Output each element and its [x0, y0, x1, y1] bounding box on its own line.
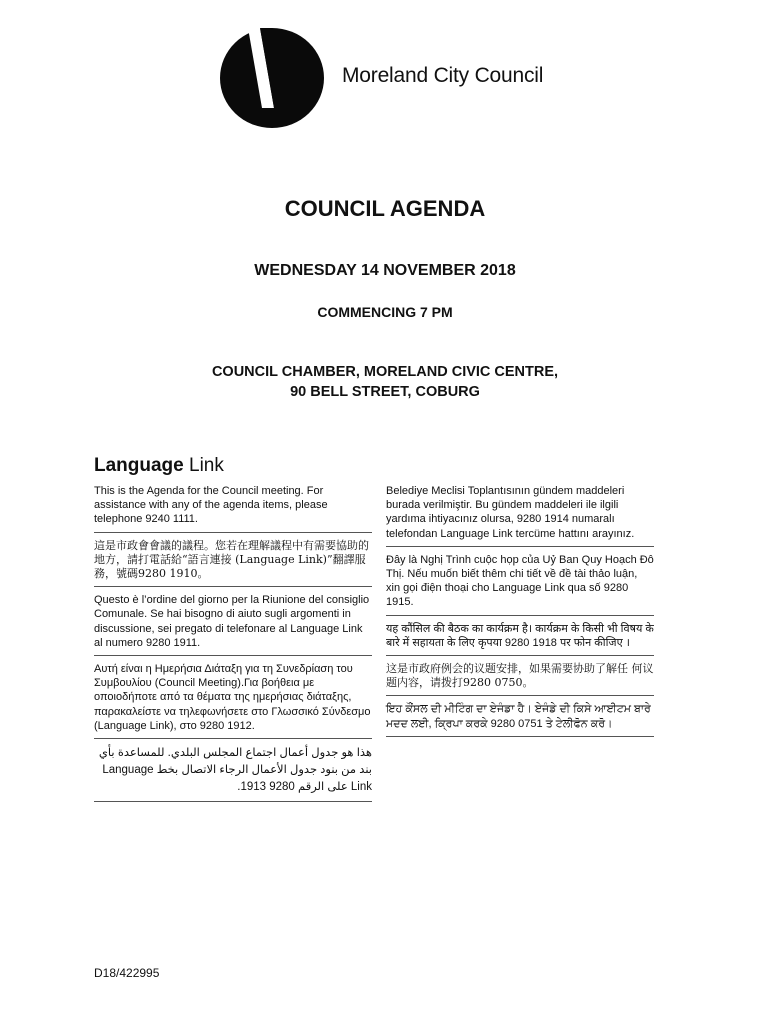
- language-link-title-bold: Language: [94, 455, 184, 476]
- language-block-arabic: هذا هو جدول أعمال اجتماع المجلس البلدي. للمساعدة بأي بند من بنود جدول الأعمال الرجاء الاتصال بخط Language Link على الرقم 9280 1913.: [94, 745, 372, 802]
- moreland-logo-mark-icon: [218, 26, 326, 130]
- agenda-title: COUNCIL AGENDA: [284, 196, 486, 221]
- language-block-punjabi: ਇਹ ਕੌਂਸਲ ਦੀ ਮੀਟਿੰਗ ਦਾ ਏਜੰਡਾ ਹੈ। ਏਜੰਡੇ ਦੀ ਕਿਸੇ ਆਈਟਮ ਬਾਰੇ ਮਦਦ ਲਈ, ਕ੍ਰਿਪਾ ਕਰਕੇ 9280 0751 ਤੇ ਟੇਲੀਫੋਨ ਕਰੋ।: [386, 702, 654, 736]
- language-link-left-column: [94, 484, 372, 808]
- language-block-vietnamese: Đây là Nghị Trình cuộc họp của Uỷ Ban Quy Hoạch Đô Thị. Nếu muốn biết thêm chi tiết về đề tài thảo luận, xin gọi điện thoại cho Language Link qua số 9280 1915.: [386, 553, 654, 616]
- venue-line-1: COUNCIL CHAMBER, MORELAND CIVIC CENTRE,: [211, 364, 559, 380]
- language-link-title: [94, 455, 224, 477]
- language-block-greek: Αυτή είναι η Ημερήσια Διάταξη για τη Συνεδρίαση του Συμβουλίου (Council Meeting).Για βοήθεια με οποιοδήποτε από τα θέματα της ημερήσιας διάταξης, παρακαλείστε να τηλεφωνήσετε στο Γλωσσικό Σύνδεσμο (Language Link), στο 9280 1912.: [94, 662, 372, 739]
- document-reference: D18/422995: [94, 966, 160, 980]
- meeting-venue: [0, 362, 770, 402]
- language-block-italian: Questo è l’ordine del giorno per la Riunione del consiglio Comunale. Se hai bisogno di aiuto sugli argomenti in discussione, sei pregato di telefonare al Language Link al numero 9280 1911.: [94, 593, 372, 656]
- logo-wordmark: Moreland City Council: [342, 64, 544, 87]
- language-block-chinese-simplified: 这是市政府例会的议题安排，如果需要协助了解任 何议题内容，请拨打9280 0750。: [386, 662, 654, 696]
- meeting-date: WEDNESDAY 14 NOVEMBER 2018: [254, 262, 516, 279]
- language-block-english: This is the Agenda for the Council meeting. For assistance with any of the agenda items, please telephone 9240 1111.: [94, 484, 372, 533]
- language-block-turkish: Belediye Meclisi Toplantısının gündem maddeleri burada verilmiştir. Bu gündem maddeleri ile ilgili yardıma ihtiyacınız olursa, 9280 1914 numaralı telefondan Language Link tercüme hattını arayınız.: [386, 484, 654, 547]
- language-block-hindi: यह कौंसिल की बैठक का कार्यक्रम है। कार्यक्रम के किसी भी विषय के बारे में सहायता के लिए कृपया 9280 1918 पर फोन कीजिए ।: [386, 622, 654, 656]
- language-link-right-column: [386, 484, 654, 743]
- meeting-time: COMMENCING 7 PM: [317, 304, 453, 320]
- language-link-title-light: Link: [189, 455, 224, 476]
- venue-line-2: 90 BELL STREET, COBURG: [290, 384, 480, 400]
- council-logo: [218, 26, 558, 136]
- language-block-chinese-traditional: 這是市政會會議的議程。您若在理解議程中有需要協助的地方，請打電話給“語言連接 (Language Link)”翻譯服務，號碼9280 1910。: [94, 539, 372, 588]
